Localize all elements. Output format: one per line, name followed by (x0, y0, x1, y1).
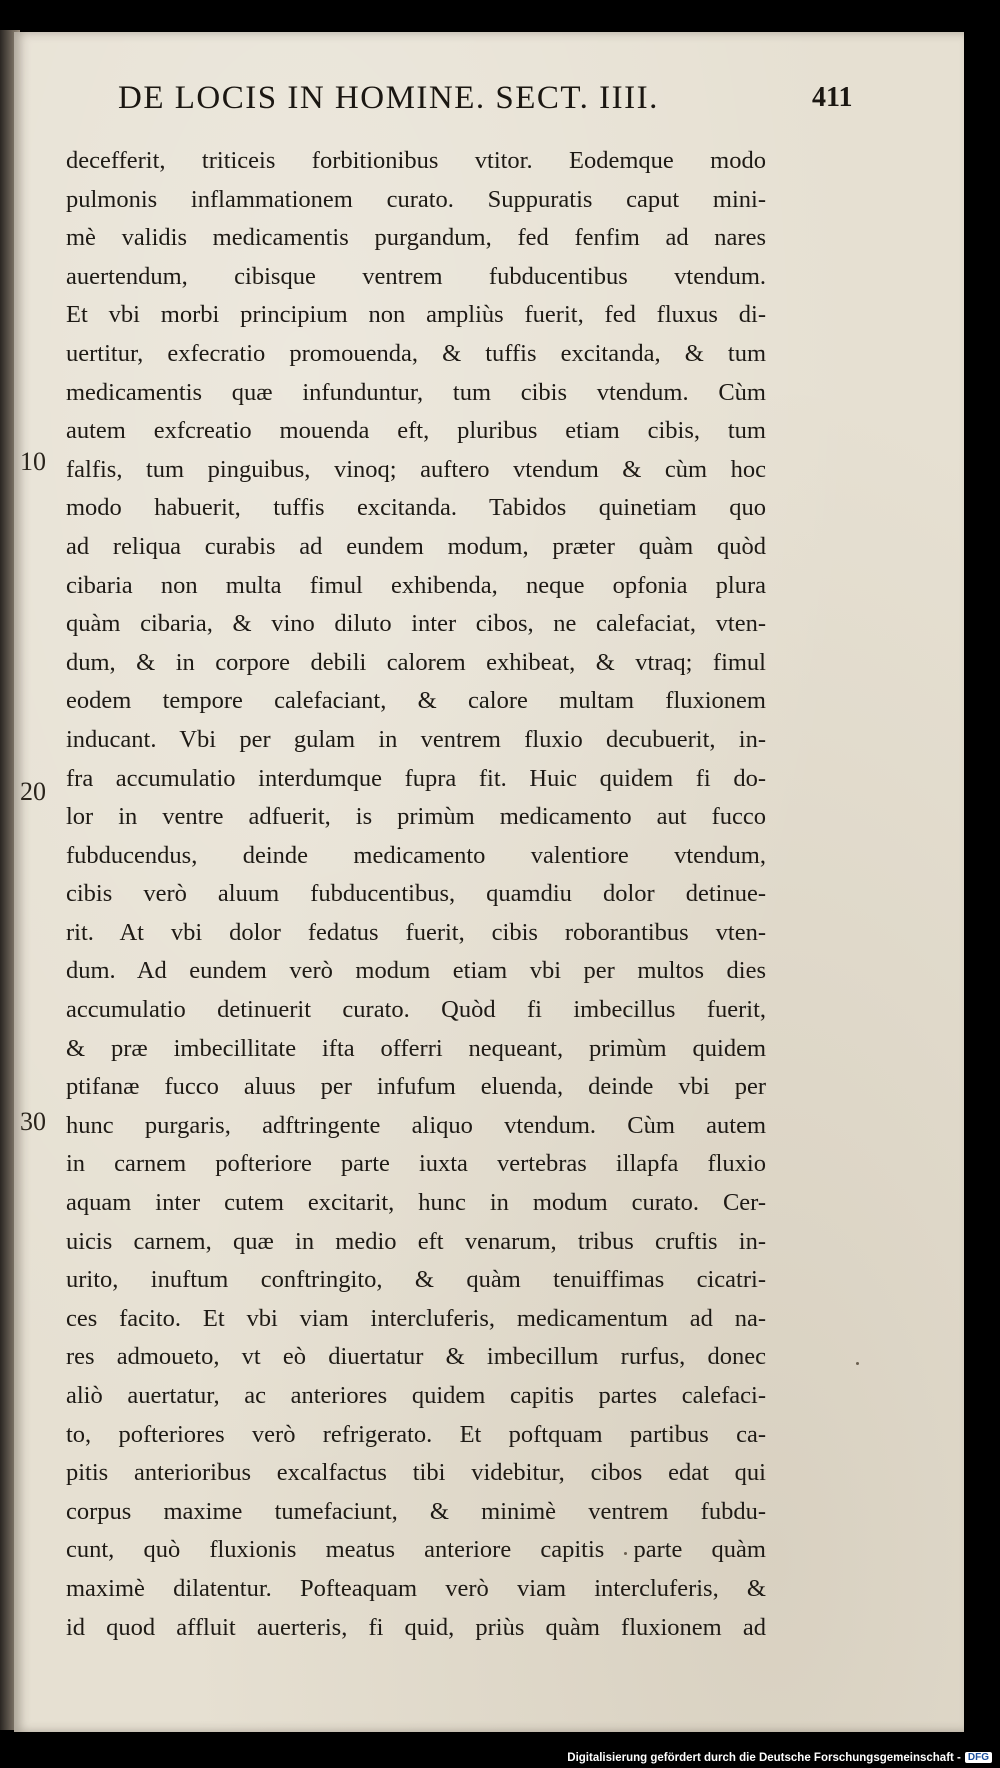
text-line: rit. At vbi dolor fedatus fuerit, cibis roborantibus vten- (66, 918, 766, 946)
text-line: aquam inter cutem excitarit, hunc in modum curato. Cer- (66, 1189, 766, 1217)
text-line: aliò auertatur, ac anteriores quidem capitis partes calefaci- (66, 1382, 766, 1409)
text-line: autem exfcreatio mouenda eft, pluribus etiam cibis, tum (66, 417, 766, 445)
text-line: maximè dilatentur. Pofteaquam verò viam intercluferis, & (66, 1574, 766, 1602)
text-line: fra accumulatio interdumque fupra fit. Huic quidem fi do- (66, 764, 766, 792)
text-line: mè validis medicamentis purgandum, fed fenfim ad nares (66, 224, 766, 252)
text-line: pitis anterioribus excalfactus tibi videbitur, cibos edat qui (66, 1459, 766, 1487)
page-number: 411 (812, 82, 853, 113)
text-line: inducant. Vbi per gulam in ventrem fluxio decubuerit, in- (66, 725, 766, 753)
text-line: falfis, tum pinguibus, vinoq; auftero vtendum & cùm hoc (66, 455, 766, 483)
text-line: Et vbi morbi principium non ampliùs fuerit, fed fluxus di- (66, 301, 766, 329)
text-line: accumulatio detinuerit curato. Quòd fi imbecillus fuerit, (66, 996, 766, 1024)
text-line: cibaria non multa fimul exhibenda, neque opfonia plura (66, 571, 766, 599)
text-line: decefferit, triticeis forbitionibus vtitor. Eodemque modo (66, 147, 766, 174)
text-line: ces facito. Et vbi viam intercluferis, medicamentum ad na- (66, 1304, 766, 1332)
text-line: to, pofteriores verò refrigerato. Et poftquam partibus ca- (66, 1420, 766, 1448)
text-line: in carnem pofteriore parte iuxta vertebras illapfa fluxio (66, 1150, 766, 1178)
text-line: quàm cibaria, & vino diluto inter cibos, ne calefaciat, vten- (66, 610, 766, 638)
text-line: eodem tempore calefaciant, & calore multam fluxionem (66, 687, 766, 715)
text-line: uicis carnem, quæ in medio eft venarum, tribus cruftis in- (66, 1227, 766, 1255)
text-line: pulmonis inflammationem curato. Suppuratis caput mini- (66, 185, 766, 213)
text-line: auertendum, cibisque ventrem fubducentibus vtendum. (66, 262, 766, 290)
line-number-10: 10 (20, 447, 46, 476)
text-line: modo habuerit, tuffis excitanda. Tabidos quinetiam quo (66, 494, 766, 522)
text-line: hunc purgaris, adftringente aliquo vtendum. Cùm autem (66, 1111, 766, 1139)
line-number-30: 30 (20, 1107, 46, 1136)
text-line: cunt, quò fluxionis meatus anteriore capitis parte quàm (66, 1536, 766, 1564)
running-header: DE LOCIS IN HOMINE. SECT. IIII. (118, 80, 659, 116)
dfg-logo: DFG (965, 1752, 992, 1763)
text-line: ad reliqua curabis ad eundem modum, præter quàm quòd (66, 532, 766, 560)
paper-speck (856, 1362, 859, 1365)
digitization-credit (567, 1752, 992, 1764)
text-line: uertitur, exfecratio promouenda, & tuffis excitanda, & tum (66, 339, 766, 367)
text-line: fubducendus, deinde medicamento valentiore vtendum, (66, 841, 766, 869)
body-text (66, 142, 766, 1647)
text-line: dum. Ad eundem verò modum etiam vbi per multos dies (66, 957, 766, 985)
text-line: ptifanæ fucco aluus per infufum eluenda, deinde vbi per (66, 1073, 766, 1101)
text-line: urito, inuftum conftringito, & quàm tenuiffimas cicatri- (66, 1266, 766, 1294)
line-number-20: 20 (20, 777, 46, 806)
credit-text: Digitalisierung gefördert durch die Deutsche Forschungsgemeinschaft - (567, 1752, 961, 1764)
text-line: cibis verò aluum fubducentibus, quamdiu dolor detinue- (66, 880, 766, 908)
text-line: & præ imbecillitate ifta offerri nequeant, primùm quidem (66, 1034, 766, 1062)
text-line: res admoueto, vt eò diuertatur & imbecillum rurfus, donec (66, 1343, 766, 1371)
text-line: id quod affluit auerteris, fi quid, priùs quàm fluxionem ad (66, 1613, 766, 1641)
text-line: corpus maxime tumefaciunt, & minimè ventrem fubdu- (66, 1497, 766, 1525)
text-line: lor in ventre adfuerit, is primùm medicamento aut fucco (66, 803, 766, 831)
text-line: dum, & in corpore debili calorem exhibeat, & vtraq; fimul (66, 648, 766, 676)
text-line: medicamentis quæ infunduntur, tum cibis vtendum. Cùm (66, 378, 766, 406)
